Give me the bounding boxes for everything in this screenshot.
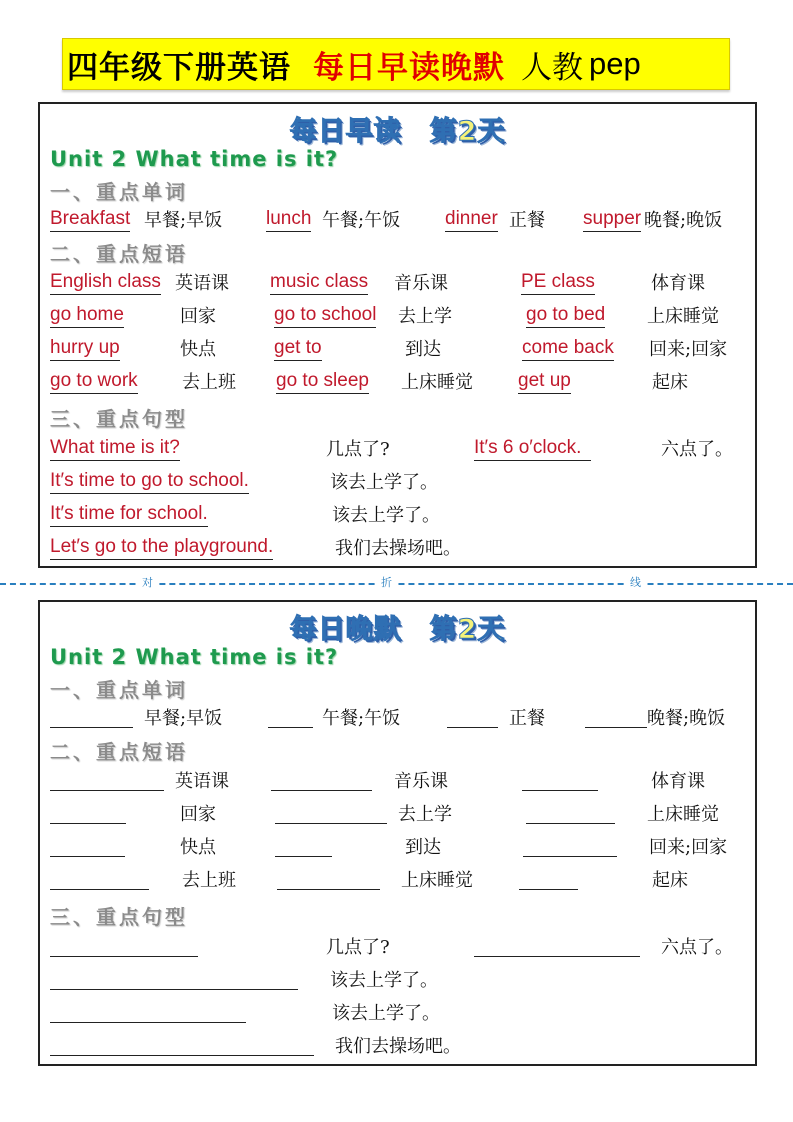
phrase-zh: 音乐课 [394, 273, 448, 294]
sentence-row [40, 468, 755, 498]
phrase-row [40, 800, 755, 830]
phrase-blank[interactable] [526, 822, 615, 824]
phrase-blank[interactable] [50, 855, 125, 857]
phrase-row [40, 302, 755, 332]
sentence-row [40, 933, 755, 963]
sentence-zh: 该去上学了。 [332, 505, 440, 526]
fold-line [0, 575, 793, 591]
phrase-zh: 去上学 [398, 804, 452, 825]
phrase-zh: 去上学 [398, 306, 452, 327]
words-row [40, 206, 755, 236]
fold-char: 对 [138, 575, 157, 591]
sentence-zh: 六点了。 [661, 937, 733, 958]
phrase-zh: 回来;回家 [649, 339, 728, 360]
phrase-en: go to bed [526, 304, 605, 328]
sentence-blank[interactable] [474, 955, 640, 957]
phrase-row [40, 368, 755, 398]
sentence-en: Let′s go to the playground. [50, 536, 273, 560]
word-zh: 正餐 [509, 210, 545, 231]
word-blank[interactable] [585, 726, 647, 728]
phrase-zh: 到达 [405, 837, 441, 858]
word-zh: 早餐;早饭 [144, 708, 223, 729]
unit-title: Unit 2 What time is it? [50, 645, 339, 669]
section-sentences: 三、重点句型 [50, 407, 188, 431]
phrase-blank[interactable] [277, 888, 380, 890]
phrase-zh: 快点 [180, 837, 216, 858]
sentence-en: It′s time for school. [50, 503, 208, 527]
phrase-row [40, 269, 755, 299]
phrase-en: get to [274, 337, 322, 361]
phrase-blank[interactable] [50, 888, 149, 890]
word-blank[interactable] [268, 726, 313, 728]
word-en: lunch [266, 208, 311, 232]
sentence-row [40, 501, 755, 531]
section-sentences: 三、重点句型 [50, 905, 188, 929]
phrase-blank[interactable] [522, 789, 598, 791]
phrase-blank[interactable] [519, 888, 578, 890]
morning-reading-box [38, 102, 757, 568]
sentence-zh: 几点了? [326, 439, 390, 460]
word-zh: 早餐;早饭 [144, 210, 223, 231]
phrase-zh: 回来;回家 [649, 837, 728, 858]
phrase-zh: 回家 [180, 804, 216, 825]
phrase-blank[interactable] [275, 855, 332, 857]
sentence-blank[interactable] [50, 1021, 246, 1023]
sentence-blank[interactable] [50, 955, 198, 957]
sentence-en: It′s time to go to school. [50, 470, 249, 494]
sentence-blank[interactable] [50, 988, 298, 990]
phrase-en: PE class [521, 271, 595, 295]
series-title: 每日早读晚默 [313, 49, 505, 86]
morning-day-title [40, 109, 755, 148]
phrase-zh: 去上班 [182, 870, 236, 891]
word-en: supper [583, 208, 641, 232]
phrase-en: go to work [50, 370, 138, 394]
word-en: dinner [445, 208, 498, 232]
sentence-row [40, 966, 755, 996]
evening-dictation-box [38, 600, 757, 1066]
phrase-zh: 体育课 [651, 771, 705, 792]
word-blank[interactable] [50, 726, 133, 728]
sentence-row [40, 999, 755, 1029]
phrase-blank[interactable] [50, 789, 164, 791]
sentence-blank[interactable] [50, 1054, 314, 1056]
fold-char: 线 [626, 575, 645, 591]
phrase-zh: 回家 [180, 306, 216, 327]
phrase-zh: 体育课 [651, 273, 705, 294]
sentence-zh: 我们去操场吧。 [335, 1036, 461, 1057]
word-zh: 午餐;午饭 [322, 708, 401, 729]
phrase-en: English class [50, 271, 161, 295]
phrase-en: go to school [274, 304, 376, 328]
phrase-zh: 英语课 [175, 273, 229, 294]
phrase-zh: 去上班 [182, 372, 236, 393]
phrase-en: go home [50, 304, 124, 328]
evening-day: 第2天 [429, 614, 506, 645]
phrase-zh: 上床睡觉 [647, 306, 719, 327]
phrase-zh: 起床 [652, 372, 688, 393]
sentence-zh: 六点了。 [661, 439, 733, 460]
phrase-en: hurry up [50, 337, 120, 361]
edition-label: 人教 [521, 49, 583, 86]
word-en: Breakfast [50, 208, 130, 232]
sentence-zh: 该去上学了。 [330, 970, 438, 991]
edition-pep: pep [589, 46, 641, 81]
section-phrases: 二、重点短语 [50, 740, 188, 764]
phrase-blank[interactable] [50, 822, 126, 824]
section-words: 一、重点单词 [50, 678, 188, 702]
phrase-en: come back [522, 337, 614, 361]
fold-char: 折 [377, 575, 396, 591]
phrase-blank[interactable] [275, 822, 387, 824]
phrase-zh: 快点 [180, 339, 216, 360]
dashed-divider [0, 583, 793, 585]
sentence-en: It′s 6 o′clock. [474, 437, 591, 461]
phrase-row [40, 767, 755, 797]
phrase-zh: 上床睡觉 [401, 870, 473, 891]
phrase-en: get up [518, 370, 571, 394]
sentence-row [40, 534, 755, 564]
word-blank[interactable] [447, 726, 498, 728]
phrase-row [40, 833, 755, 863]
section-words: 一、重点单词 [50, 180, 188, 204]
sentence-row [40, 1032, 755, 1062]
sentence-en: What time is it? [50, 437, 180, 461]
sentence-zh: 该去上学了。 [330, 472, 438, 493]
phrase-zh: 上床睡觉 [647, 804, 719, 825]
sentence-zh: 几点了? [326, 937, 390, 958]
phrase-zh: 音乐课 [394, 771, 448, 792]
grade-title: 四年级下册英语 [67, 49, 291, 86]
sentence-zh: 我们去操场吧。 [335, 538, 461, 559]
word-zh: 正餐 [509, 708, 545, 729]
evening-title: 每日晚默 [289, 614, 402, 645]
phrase-row [40, 866, 755, 896]
phrase-blank[interactable] [271, 789, 372, 791]
section-phrases: 二、重点短语 [50, 242, 188, 266]
phrase-row [40, 335, 755, 365]
phrase-en: music class [270, 271, 368, 295]
sentence-zh: 该去上学了。 [332, 1003, 440, 1024]
morning-day: 第2天 [429, 116, 506, 147]
sentence-row [40, 435, 755, 465]
phrase-zh: 到达 [405, 339, 441, 360]
morning-title: 每日早读 [289, 116, 402, 147]
word-zh: 晚餐;晚饭 [647, 708, 726, 729]
phrase-en: go to sleep [276, 370, 369, 394]
word-zh: 晚餐;晚饭 [644, 210, 723, 231]
title-banner [62, 38, 730, 90]
phrase-zh: 英语课 [175, 771, 229, 792]
unit-title: Unit 2 What time is it? [50, 147, 339, 171]
phrase-blank[interactable] [523, 855, 617, 857]
phrase-zh: 起床 [652, 870, 688, 891]
word-zh: 午餐;午饭 [322, 210, 401, 231]
phrase-zh: 上床睡觉 [401, 372, 473, 393]
evening-day-title [40, 607, 755, 646]
words-row [40, 704, 755, 734]
